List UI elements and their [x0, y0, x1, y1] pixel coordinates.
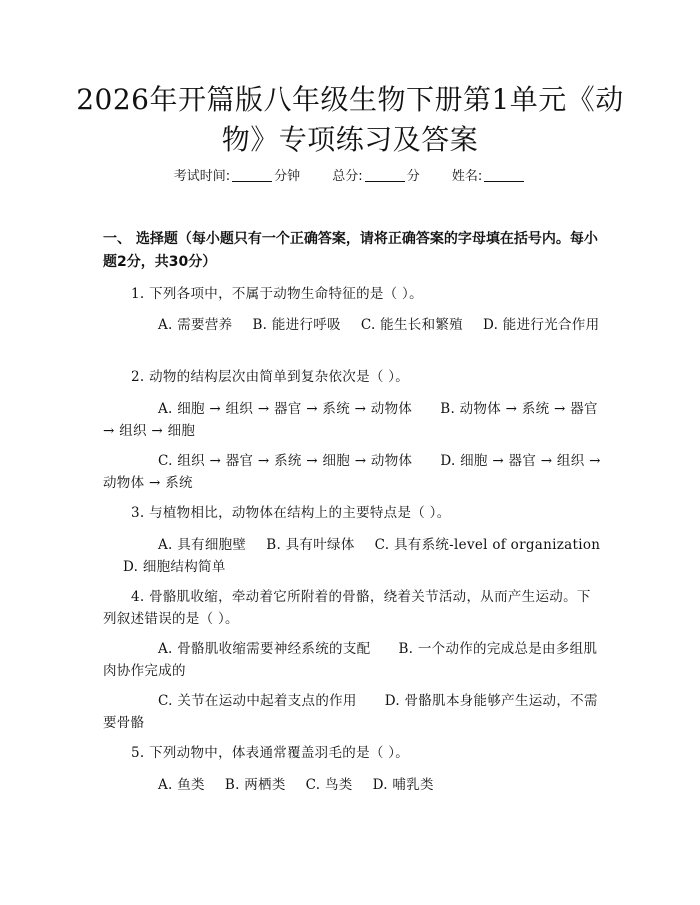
- option-d: D. 细胞 → 器官 → 组织 → 动物体 → 系统: [103, 453, 601, 491]
- score-label: 总分:: [332, 169, 363, 184]
- option-c: C. 能生长和繁殖: [360, 317, 463, 333]
- option-a: A. 具有细胞壁: [158, 537, 247, 553]
- exam-meta: [0, 168, 700, 186]
- time-unit: 分钟: [274, 169, 301, 184]
- option-d: D. 细胞结构简单: [123, 559, 226, 575]
- name-label: 姓名:: [451, 169, 483, 184]
- document-title: 2026年开篇版八年级生物下册第1单元《动物》专项练习及答案: [76, 83, 624, 156]
- option-d: D. 骨骼肌本身能够产生运动，不需要骨骼: [103, 693, 598, 731]
- option-c: C. 鸟类: [305, 777, 353, 793]
- option-b: B. 具有叶绿体: [266, 537, 355, 553]
- exam-score: [332, 169, 419, 184]
- question-stem: 1. 下列各项中，不属于动物生命特征的是（ ）。: [131, 286, 423, 302]
- question-options: [103, 398, 603, 442]
- option-c: C. 具有系统-level of organization: [374, 537, 601, 553]
- option-d: D. 哺乳类: [372, 777, 434, 793]
- time-blank: [232, 181, 272, 182]
- option-a: A. 细胞 → 组织 → 器官 → 系统 → 动物体: [158, 401, 413, 417]
- question-options: [103, 774, 603, 796]
- option-a: A. 鱼类: [158, 777, 205, 793]
- question-stem: 4. 骨骼肌收缩，牵动着它所附着的骨骼，绕着关节活动，从而产生运动。下列叙述错误的是（ ）。: [103, 589, 591, 627]
- question-options: [103, 690, 603, 734]
- option-b: B. 动物体 → 系统 → 器官 → 组织 → 细胞: [103, 401, 598, 439]
- option-c: C. 组织 → 器官 → 系统 → 细胞 → 动物体: [158, 453, 413, 469]
- question-options: [103, 534, 603, 578]
- exam-time: [174, 169, 300, 184]
- score-blank: [365, 181, 405, 182]
- option-b: B. 能进行呼吸: [252, 317, 341, 333]
- question-options: [103, 314, 603, 336]
- option-a: A. 骨骼肌收缩需要神经系统的支配: [158, 641, 371, 657]
- exam-name: [452, 169, 526, 184]
- question-options: [103, 450, 603, 494]
- question-stem: 3. 与植物相比，动物体在结构上的主要特点是（ ）。: [131, 505, 451, 521]
- option-a: A. 需要营养: [158, 317, 233, 333]
- option-c: C. 关节在运动中起着支点的作用: [158, 693, 357, 709]
- name-blank: [484, 181, 524, 182]
- question-stem: 5. 下列动物中，体表通常覆盖羽毛的是（ ）。: [131, 745, 410, 761]
- section-heading: 一、 选择题（每小题只有一个正确答案，请将正确答案的字母填在括号内。每小题2分，共30分）: [103, 231, 598, 270]
- option-b: B. 一个动作的完成总是由多组肌肉协作完成的: [103, 641, 598, 679]
- time-label: 考试时间:: [173, 169, 231, 184]
- question-stem: 2. 动物的结构层次由简单到复杂依次是（ ）。: [131, 369, 410, 385]
- option-d: D. 能进行光合作用: [482, 317, 600, 333]
- option-b: B. 两栖类: [224, 777, 286, 793]
- score-unit: 分: [406, 169, 420, 184]
- question-options: [103, 638, 603, 682]
